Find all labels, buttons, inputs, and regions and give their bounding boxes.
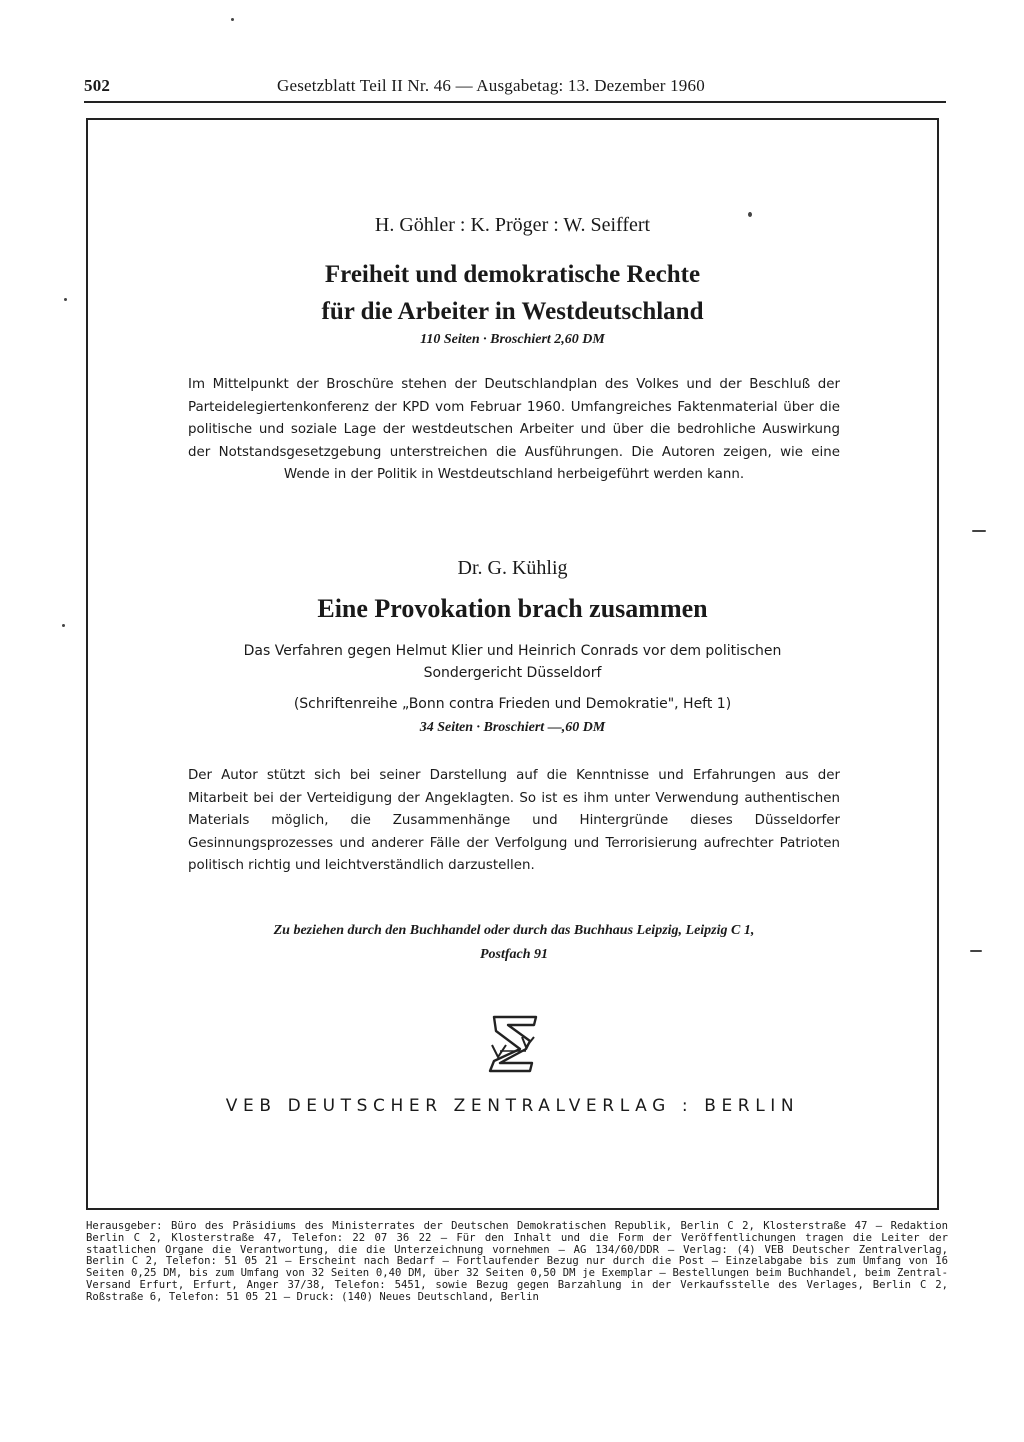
ordering-line1: Zu beziehen durch den Buchhandel oder durch das Buchhaus Leipzig, Leipzig C 1, [273, 923, 755, 938]
scan-speck [970, 950, 982, 952]
scan-speck [62, 624, 65, 627]
page-number: 502 [84, 76, 111, 95]
ordering-info [188, 919, 840, 967]
book2-subtitle-line2: Sondergericht Düsseldorf [423, 665, 602, 681]
book1-title [88, 256, 937, 330]
book2-subtitle-line1: Das Verfahren gegen Helmut Klier und Heinrich Conrads vor dem politischen [243, 643, 782, 659]
book2-title: Eine Provokation brach zusammen [317, 594, 708, 623]
book2-author: Dr. G. Kühlig [457, 557, 568, 579]
advertisement-frame [86, 118, 939, 1210]
book1-description: Im Mittelpunkt der Broschüre stehen der Deutschlandplan des Volkes und der Beschluß der Parteidelegiertenkonferenz der KPD vom Februar 1960. Umfangreiches Faktenmaterial über die politische und soziale Lage der westdeutschen Arbeiter und über die bedrohliche Auswirkung der Notstandsgesetzgebung unterstreichen die Ausführungen. Die Autoren zeigen, wie eine Wende in der Politik in Westdeutschland herbeigeführt werden kann. [188, 377, 840, 482]
book1-authors: H. Göhler : K. Pröger : W. Seiffert [374, 214, 651, 236]
book2-pub-info: 34 Seiten · Broschiert —,60 DM [419, 720, 606, 735]
imprint: Herausgeber: Büro des Präsidiums des Ministerrates der Deutschen Demokratischen Republik, Berlin C 2, Klosterstraße 47 — Redaktion Berlin C 2, Klosterstraße 47, Telefon: 22 07 36 22 — Für den Inhalt und die Form der Veröffentlichungen tragen die Leiter der staatlichen Organe die Verantwortung, die die Unterzeichnung vornehmen — AG 134/60/DDR — Verlag: (4) VEB Deutscher Zentralverlag, Berlin C 2, Telefon: 51 05 21 — Erscheint nach Bedarf — Fortlaufender Bezug nur durch die Post — Einzelabgabe bis zum Umfang von 16 Seiten 0,25 DM, bis zum Umfang von 32 Seiten 0,40 DM, über 32 Seiten 0,50 DM je Exemplar — Bestellungen beim Buchhandel, beim Zentral-Versand Erfurt, Erfurt, Anger 37/38, Telefon: 5451, sowie Bezug gegen Barzahlung in der Verkaufsstelle des Verlages, Berlin C 2, Roßstraße 6, Telefon: 51 05 21 — Druck: (140) Neues Deutschland, Berlin [86, 1220, 948, 1303]
publisher-name: VEB DEUTSCHER ZENTRALVERLAG : BERLIN [225, 1096, 800, 1116]
book1-title-line2: für die Arbeiter in Westdeutschland [321, 298, 704, 325]
scan-speck [231, 18, 234, 21]
header-rule [84, 101, 946, 103]
zentralverlag-logo-icon [486, 1013, 542, 1073]
scan-speck [972, 530, 986, 532]
book1-pub-info: 110 Seiten · Broschiert 2,60 DM [420, 332, 605, 347]
book1-title-line1: Freiheit und demokratische Rechte [324, 261, 701, 288]
book2-description: Der Autor stützt sich bei seiner Darstellung auf die Kenntnisse und Erfahrungen aus der Mitarbeit bei der Verteidigung der Angeklagten. So ist es ihm unter Verwendung authentischen Materials möglich, die Zusammenhänge und Hintergründe dieses Düsseldorfer Gesinnungsprozesses und anderer Fälle der Verfolgung und Terrorisierung aufrechter Patrioten politisch richtig und leichtverständlich darzustellen. [188, 768, 840, 873]
scan-speck [64, 298, 67, 301]
running-title: Gesetzblatt Teil II Nr. 46 — Ausgabetag: 13. Dezember 1960 [277, 76, 705, 95]
book2-series: (Schriftenreihe „Bonn contra Frieden und Demokratie", Heft 1) [293, 696, 732, 712]
ordering-line2: Postfach 91 [479, 947, 549, 962]
book2-subtitle [88, 640, 937, 684]
scan-speck [748, 212, 752, 217]
